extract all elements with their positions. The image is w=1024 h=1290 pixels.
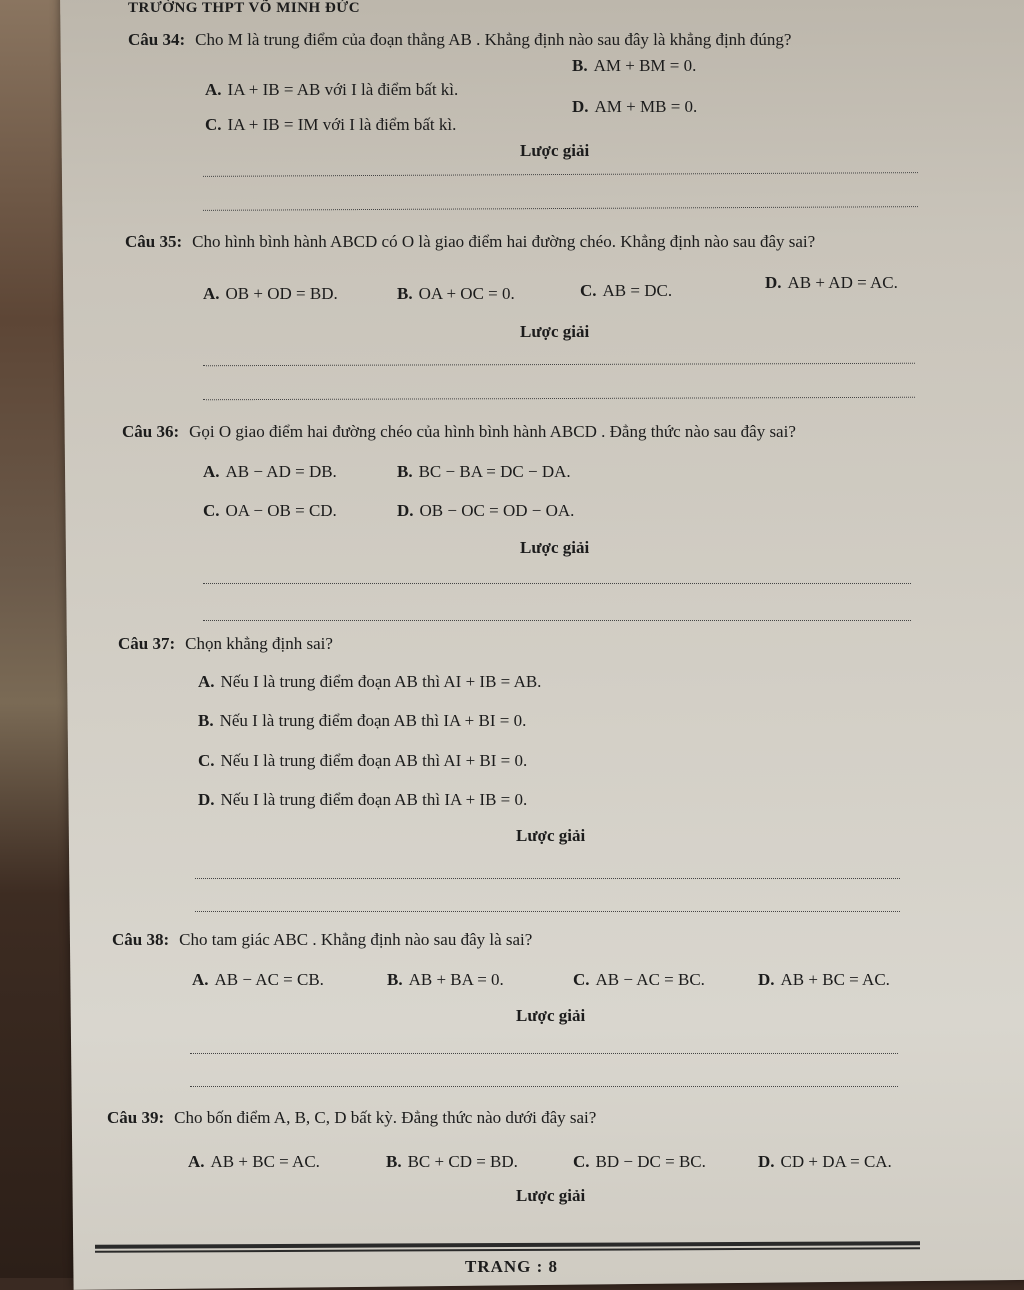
question-text: Cho bốn điểm A, B, C, D bất kỳ. Đẳng thức nào dưới đây sai? [174, 1108, 597, 1127]
option-c [573, 1152, 706, 1172]
option-label: C. [203, 501, 220, 520]
option-a [192, 970, 324, 990]
option-label: C. [198, 751, 215, 770]
question-text: Cho hình bình hành ABCD có O là giao điểm hai đường chéo. Khẳng định nào sau đây sai? [192, 232, 816, 251]
solution-label: Lược giải [516, 826, 586, 845]
answer-line [190, 1053, 898, 1054]
option-c [203, 501, 337, 521]
option-text: AB − AC = CB. [214, 970, 324, 989]
option-d [765, 273, 898, 293]
option-c [198, 751, 527, 771]
option-c [205, 115, 456, 135]
option-a [188, 1152, 320, 1172]
question-text: Cho tam giác ABC . Khẳng định nào sau đây là sai? [179, 930, 533, 949]
option-d [572, 97, 697, 117]
option-text: Nếu I là trung điểm đoạn AB thì AI + BI = 0. [220, 751, 528, 770]
solution-label: Lược giải [520, 141, 590, 160]
option-text: BC − BA = DC − DA. [418, 462, 571, 481]
question-number: Câu 37: [118, 634, 176, 653]
option-text: AB + AD = AC. [787, 273, 898, 292]
option-label: C. [573, 1152, 590, 1171]
school-name: TRƯỜNG THPT VÕ MINH ĐỨC [128, 0, 361, 16]
option-label: A. [192, 970, 209, 989]
option-c [573, 970, 705, 990]
option-label: C. [205, 115, 222, 134]
option-text: Nếu I là trung điểm đoạn AB thì IA + IB = 0. [220, 790, 528, 809]
option-c [580, 281, 672, 301]
option-label: D. [758, 1152, 775, 1171]
page-number: TRANG : 8 [465, 1257, 559, 1276]
question-text: Cho M là trung điểm của đoạn thẳng AB . Khẳng định nào sau đây là khẳng định đúng? [195, 30, 792, 49]
option-b [397, 462, 571, 482]
option-text: BD − DC = BC. [595, 1152, 706, 1171]
option-label: B. [387, 970, 403, 989]
option-label: B. [397, 462, 413, 481]
option-text: Nếu I là trung điểm đoạn AB thì AI + IB = AB. [220, 672, 542, 691]
option-label: D. [397, 501, 414, 520]
option-text: OB − OC = OD − OA. [419, 501, 575, 520]
question-34 [128, 30, 791, 50]
option-d [758, 1152, 892, 1172]
option-text: CD + DA = CA. [780, 1152, 892, 1171]
option-text: AB − AD = DB. [225, 462, 337, 481]
option-label: B. [572, 56, 588, 75]
question-37 [118, 634, 333, 654]
option-text: AB + BA = 0. [408, 970, 504, 989]
option-text: OA − OB = CD. [225, 501, 337, 520]
option-label: C. [580, 281, 597, 300]
question-number: Câu 39: [107, 1108, 165, 1127]
option-d [397, 501, 574, 521]
option-label: D. [765, 273, 782, 292]
option-text: OA + OC = 0. [418, 284, 515, 303]
answer-line [203, 620, 911, 621]
option-text: AM + BM = 0. [593, 56, 697, 75]
solution-label: Lược giải [520, 538, 590, 557]
question-39 [107, 1108, 596, 1128]
question-number: Câu 35: [125, 232, 183, 251]
option-b [198, 711, 526, 731]
question-number: Câu 36: [122, 422, 180, 441]
option-text: AM + MB = 0. [594, 97, 698, 116]
option-label: B. [397, 284, 413, 303]
option-text: IA + IB = AB với I là điểm bất kì. [227, 80, 459, 99]
answer-line [195, 911, 900, 912]
option-b [386, 1152, 518, 1172]
option-text: BC + CD = BD. [407, 1152, 518, 1171]
option-a [205, 80, 458, 100]
option-label: A. [205, 80, 222, 99]
question-number: Câu 38: [112, 930, 170, 949]
answer-line [203, 363, 915, 366]
answer-line [203, 206, 918, 211]
solution-label: Lược giải [516, 1006, 586, 1025]
answer-line [203, 397, 915, 400]
option-text: AB + BC = AC. [210, 1152, 320, 1171]
question-38 [112, 930, 532, 950]
question-35 [125, 232, 815, 252]
question-text: Gọi O giao điểm hai đường chéo của hình bình hành ABCD . Đẳng thức nào sau đây sai? [189, 422, 796, 441]
option-d [758, 970, 890, 990]
answer-line [203, 172, 918, 177]
option-label: D. [198, 790, 215, 809]
answer-line [203, 583, 911, 584]
question-text: Chọn khẳng định sai? [185, 634, 333, 653]
option-label: D. [758, 970, 775, 989]
option-label: B. [386, 1152, 402, 1171]
answer-line [195, 878, 900, 879]
option-label: B. [198, 711, 214, 730]
option-a [203, 462, 337, 482]
option-label: A. [203, 462, 220, 481]
option-d [198, 790, 527, 810]
option-text: AB − AC = BC. [595, 970, 705, 989]
option-label: D. [572, 97, 589, 116]
solution-label: Lược giải [516, 1186, 586, 1205]
option-text: AB + BC = AC. [780, 970, 890, 989]
question-number: Câu 34: [128, 30, 186, 49]
option-a [203, 284, 338, 304]
answer-line [190, 1086, 898, 1087]
option-b [572, 56, 696, 76]
option-b [387, 970, 504, 990]
question-36 [122, 422, 796, 442]
option-a [198, 672, 541, 692]
option-text: IA + IB = IM với I là điểm bất kì. [227, 115, 457, 134]
option-label: A. [188, 1152, 205, 1171]
option-label: A. [203, 284, 220, 303]
option-text: Nếu I là trung điểm đoạn AB thì IA + BI = 0. [219, 711, 527, 730]
option-text: OB + OD = BD. [225, 284, 338, 303]
solution-label: Lược giải [520, 322, 590, 341]
option-label: A. [198, 672, 215, 691]
option-label: C. [573, 970, 590, 989]
option-text: AB = DC. [602, 281, 673, 300]
option-b [397, 284, 515, 304]
